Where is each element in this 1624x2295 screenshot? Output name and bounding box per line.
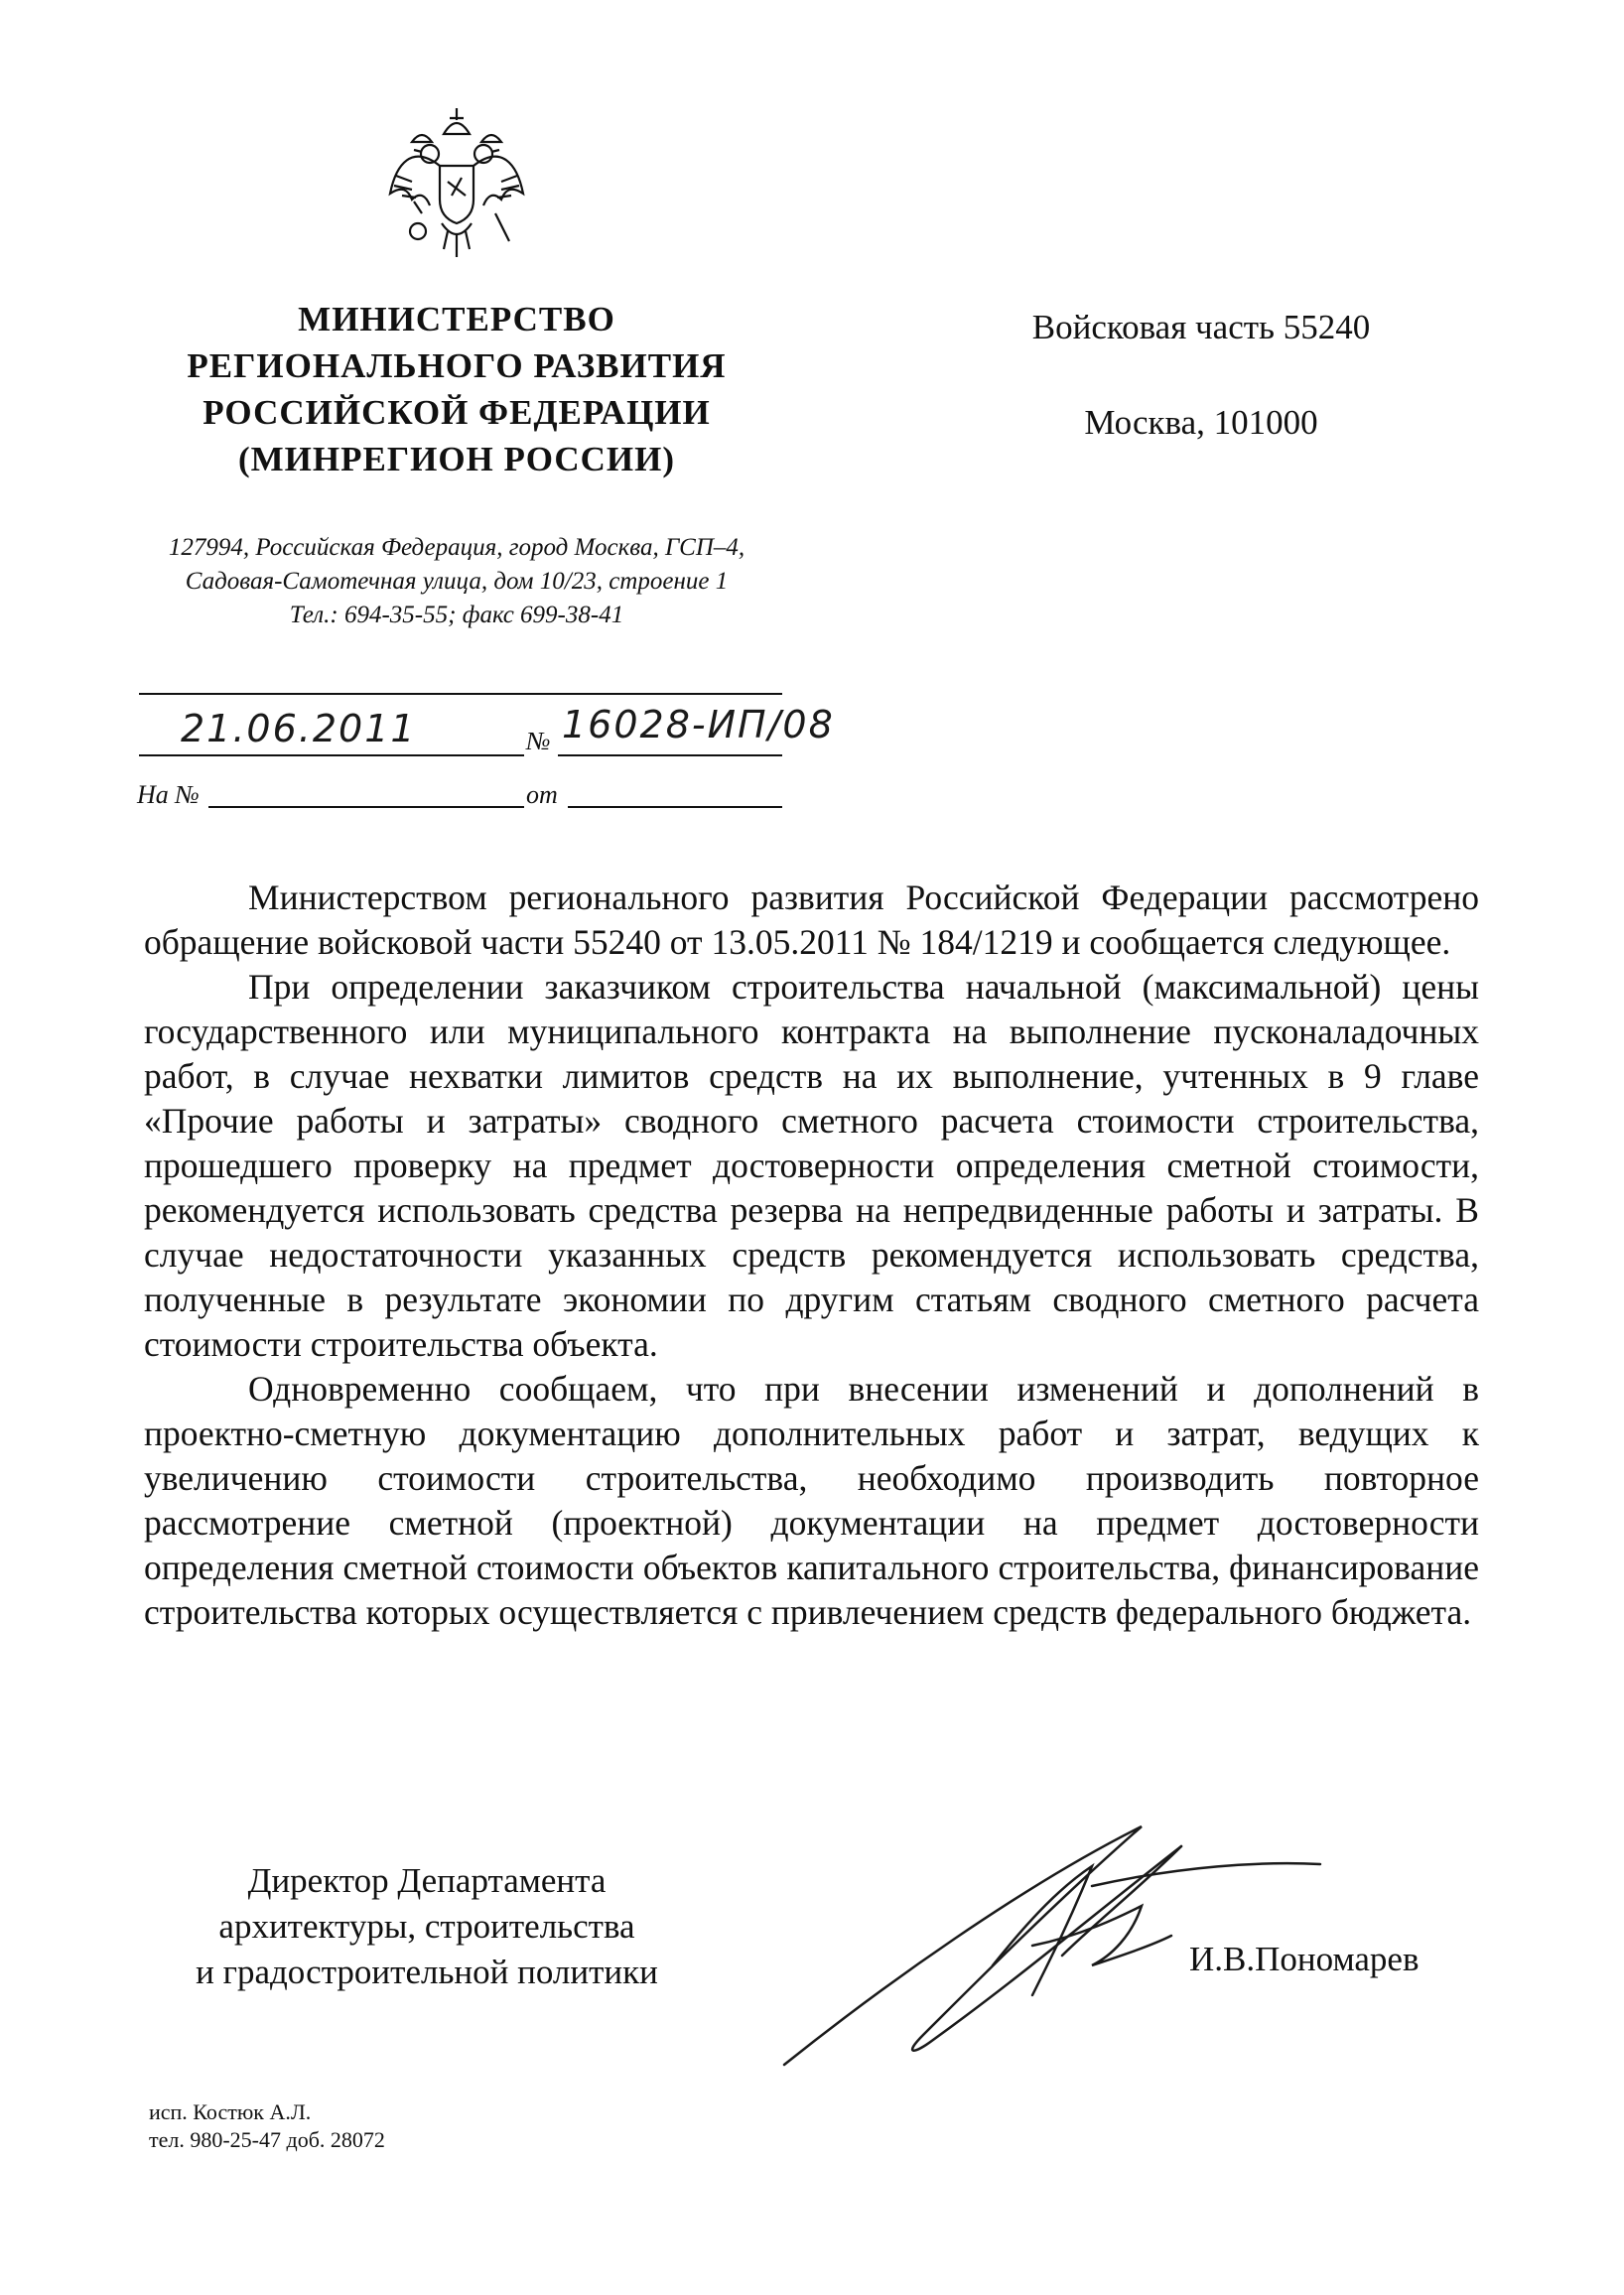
signatory-name: И.В.Пономарев [1189,1940,1420,1978]
reply-label: На № [137,780,200,809]
recipient-name: Войсковая часть 55240 [1031,308,1371,346]
organization-name [149,296,764,482]
signatory-title-line: и градостроительной политики [196,1953,658,1991]
from-label: от [526,780,558,809]
from-line [568,806,782,808]
signatory-title-line: архитектуры, строительства [218,1907,635,1946]
letter-body [144,876,1479,1635]
organization-line: МИНИСТЕРСТВО [298,300,615,338]
recipient-city: Москва, 101000 [1084,403,1318,442]
russian-coat-of-arms-icon [382,104,531,263]
organization-line: РОССИЙСКОЙ ФЕДЕРАЦИИ [203,393,711,432]
address-line: 127994, Российская Федерация, город Москва, ГСП–4, [168,534,745,561]
number-label: № [526,727,551,755]
body-paragraph: Министерством регионального развития Российской Федерации рассмотрено обращение войсковой части 55240 от 13.05.2011 № 184/1219 и сообщается следующее. [144,878,1479,962]
executor-phone: тел. 980-25-47 доб. 28072 [149,2127,385,2152]
organization-line: (МИНРЕГИОН РОССИИ) [237,440,676,478]
address-line: Садовая-Самотечная улица, дом 10/23, строение 1 [185,568,729,595]
top-rule [139,693,782,695]
executor-info [149,2098,385,2154]
address-line: Тел.: 694-35-55; факс 699-38-41 [289,602,624,628]
number-line [558,754,782,756]
executor-name: исп. Костюк А.Л. [149,2099,312,2124]
organization-address [109,531,804,632]
handwritten-date: 21.06.2011 [181,707,417,750]
date-line [139,754,524,756]
body-paragraph: При определении заказчиком строительства начальной (максимальной) цены государственного или муниципального контракта на выполнение пусконаладочных работ, в случае нехватки лимитов средств на их выполнение, учтенных в 9 главе «Прочие работы и затраты» сводного сметного расчета стоимости строительства, прошедшего проверку на предмет достоверности определения сметной стоимости, рекомендуется использовать средства резерва на непредвиденные работы и затраты. В случае недостаточности указанных средств рекомендуется использовать средства, полученные в результате экономии по другим статьям сводного сметного расчета стоимости строительства объекта. [144,967,1479,1364]
reply-line [208,806,524,808]
signatory-title-line: Директор Департамента [247,1861,607,1900]
organization-line: РЕГИОНАЛЬНОГО РАЗВИТИЯ [187,346,727,385]
body-paragraph: Одновременно сообщаем, что при внесении изменений и дополнений в проектно-сметную документацию дополнительных работ и затрат, ведущих к увеличению стоимости строительства, необходимо производить повторное рассмотрение сметной (проектной) документации на предмет достоверности определения сметной стоимости объектов капитального строительства, финансирование строительства которых осуществляется с привлечением средств федерального бюджета. [144,1369,1479,1632]
signatory-title [149,1858,705,1995]
handwritten-number: 16028-ИП/08 [562,703,835,746]
